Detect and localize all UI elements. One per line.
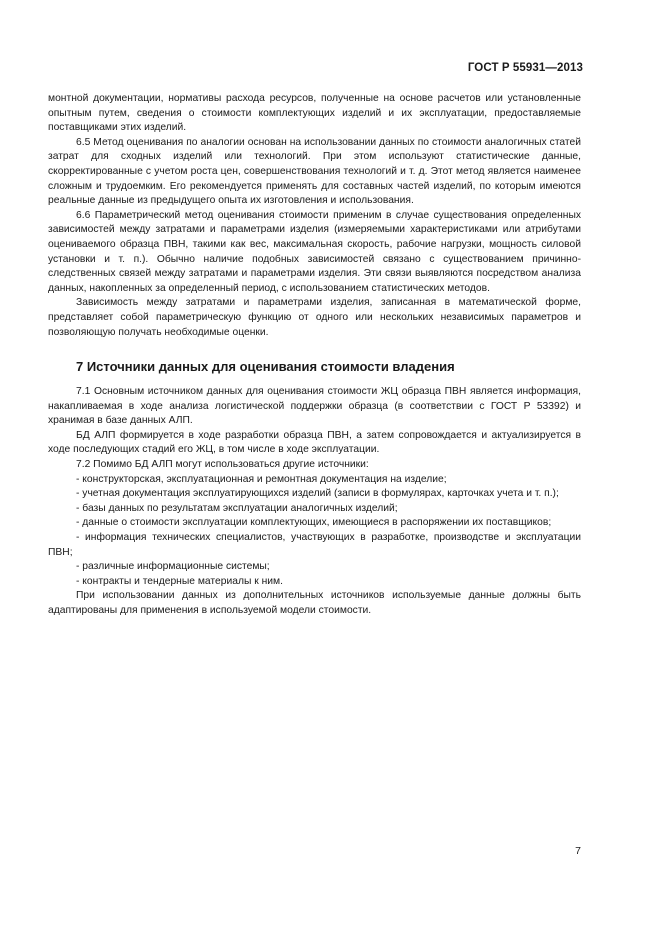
paragraph-dependency: Зависимость между затратами и параметрами изделия, записанная в математической форме, представляет собой параметрическую функцию от одного или нескольких независимых параметров и позволяющую получать необходимые оценки. [48, 297, 581, 338]
list-item: - конструкторская, эксплуатационная и ремонтная документация на изделие; [76, 473, 447, 485]
paragraph-bd-alp: БД АЛП формируется в ходе разработки образца ПВН, а затем сопровождается и актуализируется в ходе последующих стадий его ЖЦ, в том числе в ходе эксплуатации. [48, 429, 581, 456]
list-item: - информация технических специалистов, участвующих в разработке, производстве и эксплуатации ПВН; [48, 532, 581, 558]
paragraph-6-5: 6.5 Метод оценивания по аналогии основан на использовании данных по стоимости аналогичных статей затрат для сходных изделий или технологий. При этом используют статистические данные, скорректированные с учетом роста цен, совершенствования технологий и т. д. Этот метод является наименее сложным и трудоемким. Его рекомендуется применять для составных частей изделий, по которым имеются реальные данные из предыдущего опыта их изготовления и использования. [48, 136, 581, 207]
paragraph-additional-sources: При использовании данных из дополнительных источников используемые данные должны быть адаптированы для применения в используемой модели стоимости. [48, 590, 581, 616]
document-body [48, 92, 581, 619]
paragraph-7-1: 7.1 Основным источником данных для оценивания стоимости ЖЦ образца ПВН является информация, накапливаемая в ходе анализа логистической поддержки образца (в соответствии с ГОСТ Р 53392) и хранимая в базе данных АЛП. [48, 386, 581, 427]
paragraph-6-6: 6.6 Параметрический метод оценивания стоимости применим в случае существования определенных зависимостей между затратами и параметрами изделия (измеряемыми характеристиками или атрибутами оцениваемого образца ПВН, такими как вес, максимальная скорость, рабочие нагрузки, мощность силовой установки и т. п.). Обычно наличие подобных зависимостей связано с существованием причинно-следственных связей между затратами и параметрами изделия. Эти связи выявляются посредством анализа данных, накопленных за определенный период, с использованием статистических методов. [48, 209, 581, 294]
list-item: - данные о стоимости эксплуатации комплектующих, имеющиеся в распоряжении их поставщиков; [76, 517, 552, 529]
list-item: - учетная документация эксплуатирующихся изделий (записи в формулярах, карточках учета и т. п.); [76, 488, 559, 500]
list-item: - различные информационные системы; [76, 561, 270, 573]
list-item: - базы данных по результатам эксплуатации аналогичных изделий; [76, 502, 398, 514]
section-7-heading: 7 Источники данных для оценивания стоимости владения [76, 359, 455, 375]
standard-header: ГОСТ Р 55931—2013 [467, 62, 583, 74]
list-item: - контракты и тендерные материалы к ним. [76, 575, 283, 587]
paragraph-7-2: 7.2 Помимо БД АЛП могут использоваться другие источники: [76, 459, 369, 471]
paragraph-continuation: монтной документации, нормативы расхода ресурсов, полученные на основе расчетов или установленные опытным путем, сведения о стоимости комплектующих изделий и их эксплуатации, предоставляемые поставщиками этих изделий. [48, 93, 581, 134]
page-number: 7 [575, 845, 581, 857]
